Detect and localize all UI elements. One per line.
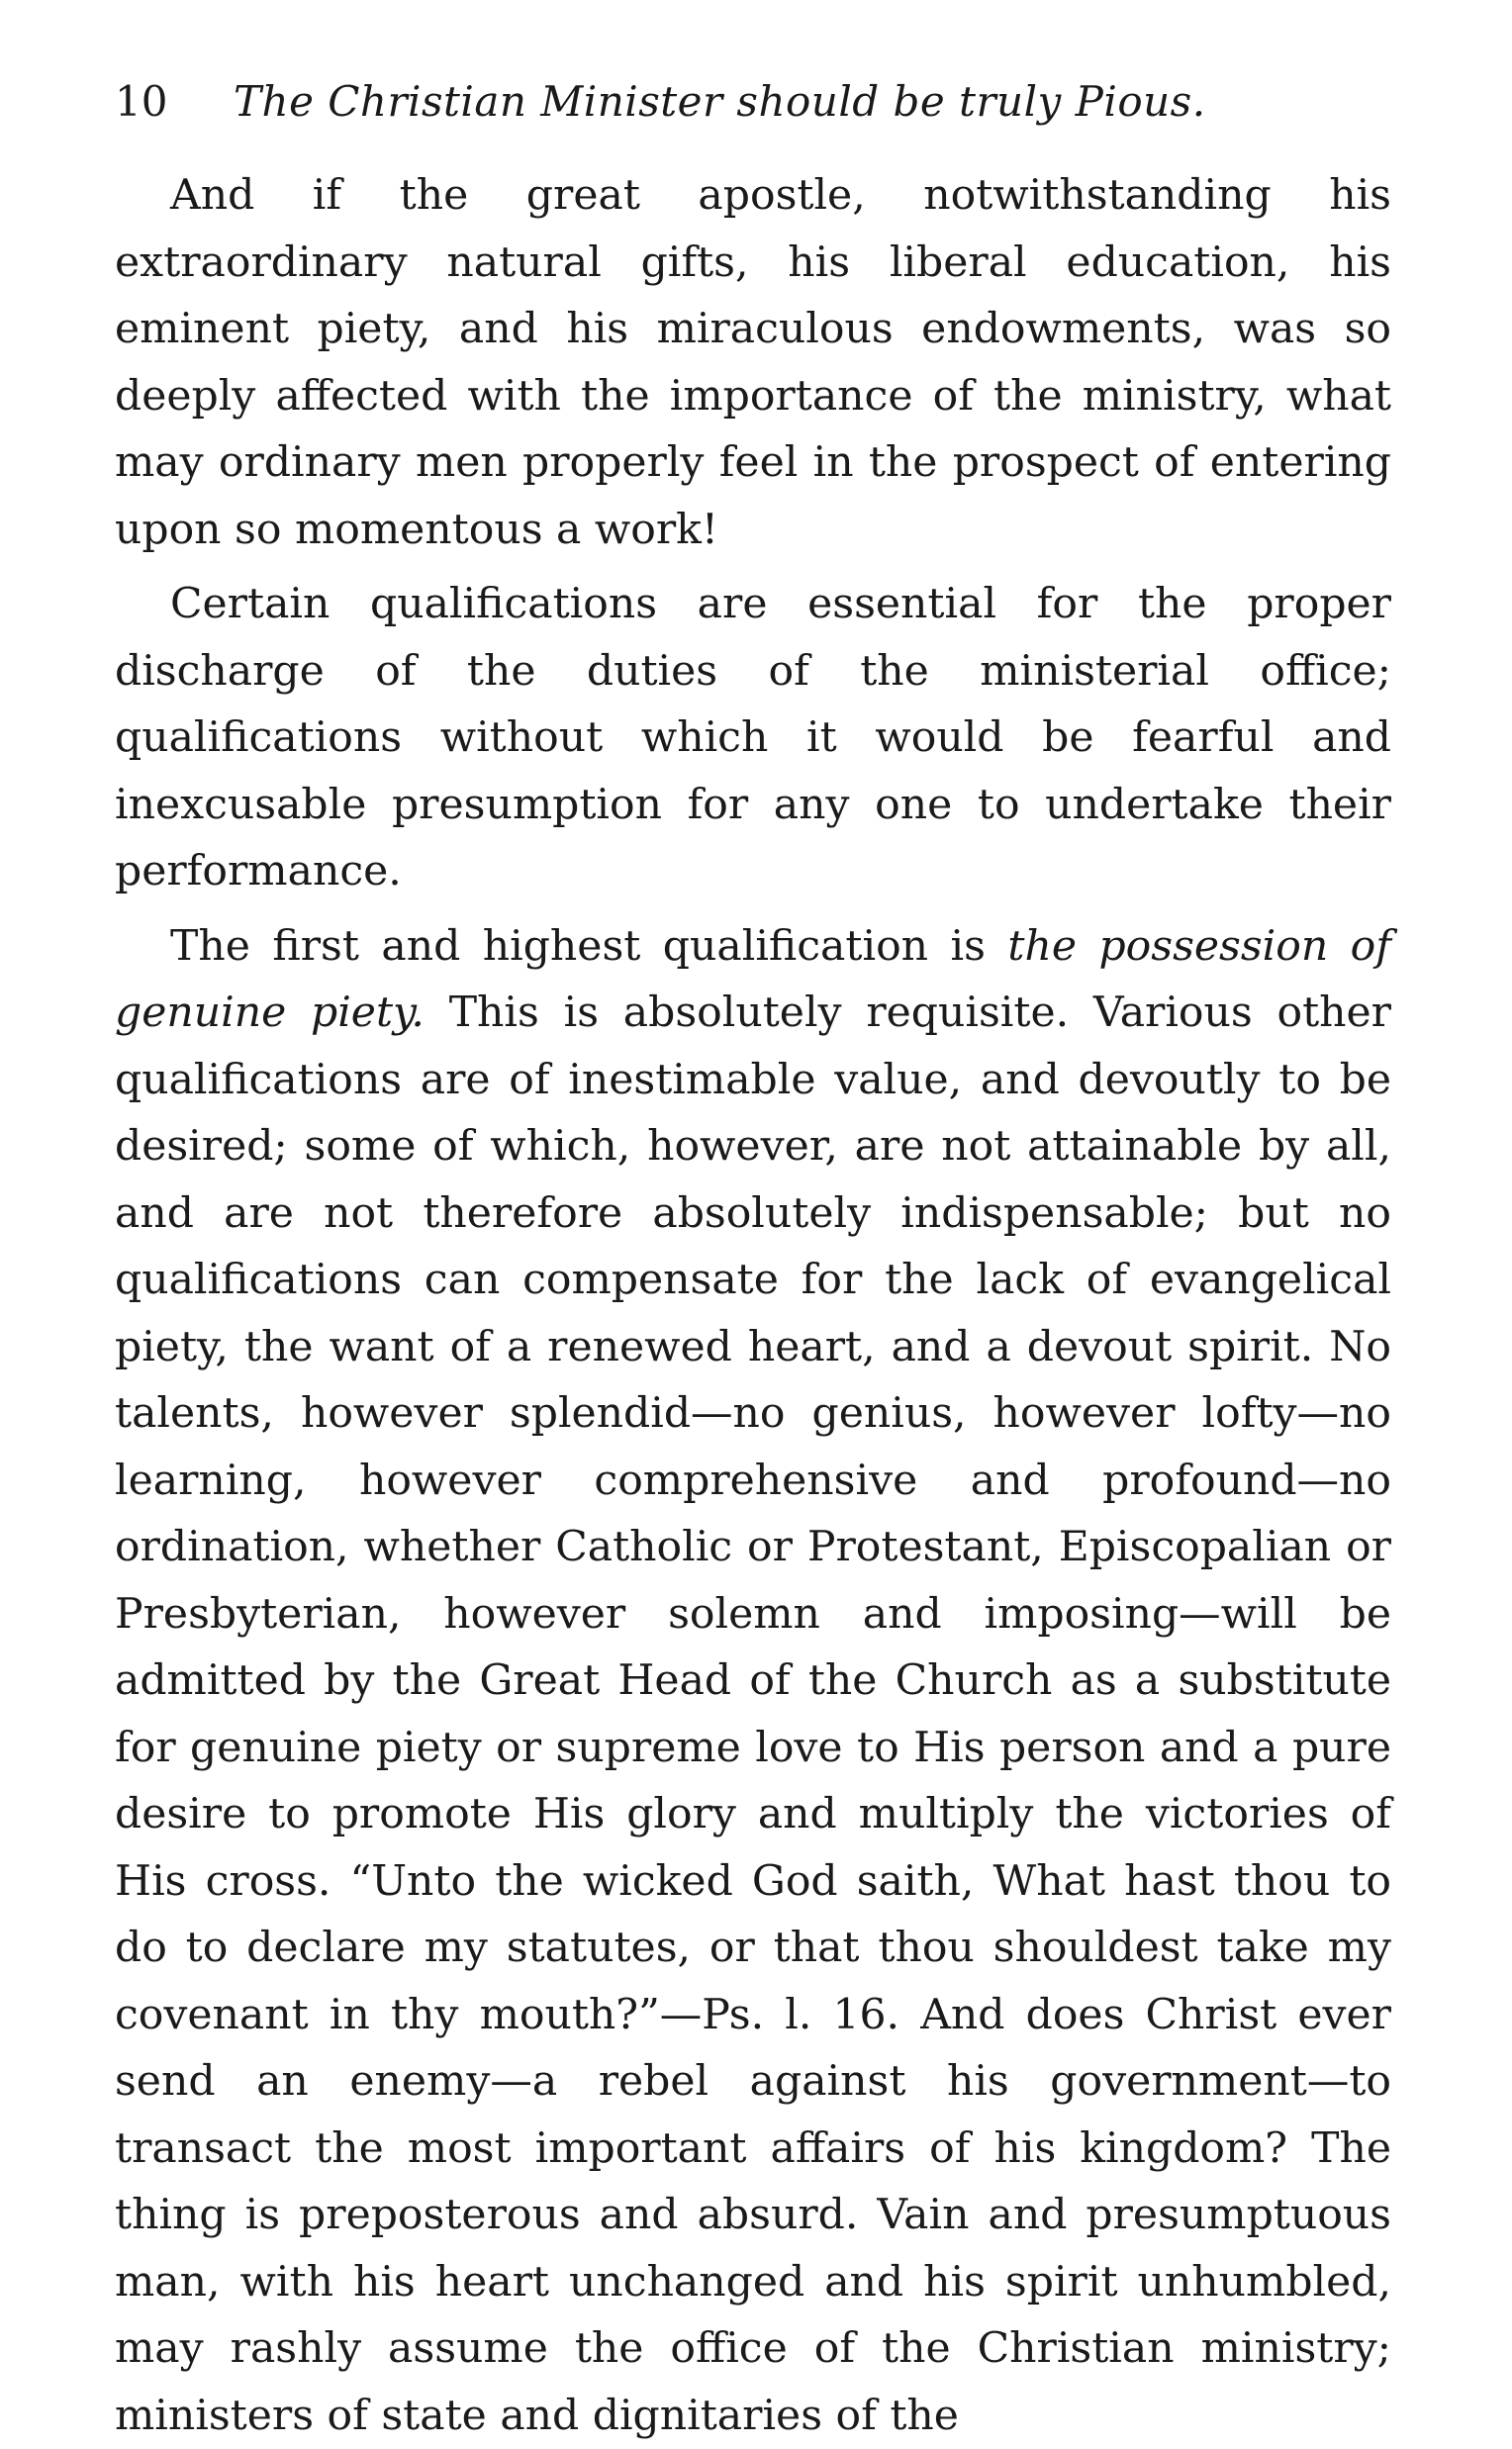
book-page bbox=[115, 77, 1391, 2449]
paragraph-piety bbox=[115, 913, 1391, 2449]
body-text bbox=[115, 162, 1391, 2449]
paragraph-piety-rest: This is absolutely requisite. Various other qualifications are of inestimable value, and devoutly to be desired; some of which, however, are not attainable by all, and are not therefore absolutely indispensable; but no qualifications can compensate for the lack of evangelical piety, the want of a renewed heart, and a devout spirit. No talents, however splendid—no genius, however lofty—no learning, however comprehensive and profound—no ordination, whether Catholic or Protestant, Episcopalian or Presbyterian, however solemn and imposing—will be admitted by the Great Head of the Church as a substitute for genuine piety or supreme love to His person and a pure desire to promote His glory and multiply the victories of His cross. “Unto the wicked God saith, What hast thou to do to declare my statutes, or that thou shouldest take my covenant in thy mouth?”—Ps. l. 16. And does Christ ever send an enemy—a rebel against his government—to transact the most important affairs of his kingdom? The thing is preposterous and absurd. Vain and presumptuous man, with his heart unchanged and his spirit unhumbled, may rashly assume the office of the Christian ministry; ministers of state and dignitaries of the bbox=[115, 989, 1391, 2440]
paragraph-qualifications: Certain qualifications are essential for the proper discharge of the duties of the ministerial office; qualifications without which it would be fearful and inexcusable presumption for any one to undertake their performance. bbox=[115, 571, 1391, 905]
running-head bbox=[115, 77, 1391, 137]
page-number: 10 bbox=[115, 77, 234, 126]
running-title: The Christian Minister should be truly Pious. bbox=[234, 77, 1206, 126]
paragraph-piety-intro: The first and highest qualification is bbox=[170, 922, 1007, 971]
paragraph-piety-emphasis: the possession of genuine piety. bbox=[115, 922, 1391, 1038]
paragraph-apostle: And if the great apostle, notwithstanding his extraordinary natural gifts, his liberal education, his eminent piety, and his miraculous endowments, was so deeply affected with the importance of the ministry, what may ordinary men properly feel in the prospect of entering upon so momentous a work! bbox=[115, 162, 1391, 563]
